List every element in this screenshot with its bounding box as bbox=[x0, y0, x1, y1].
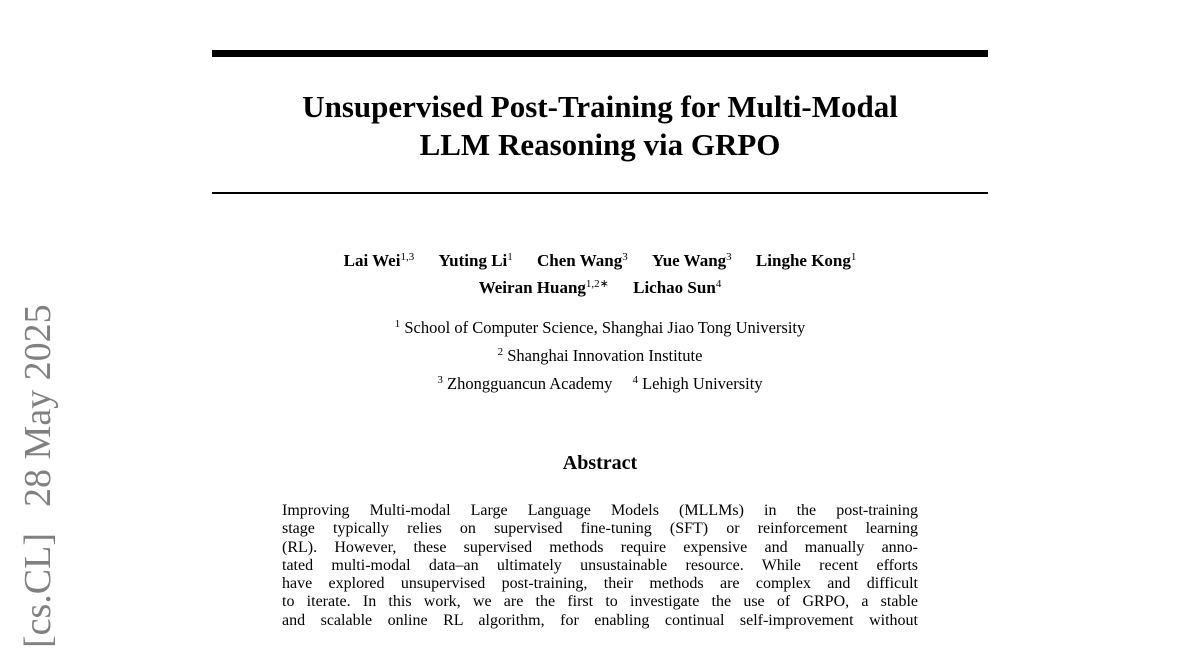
abstract-body bbox=[282, 502, 918, 630]
title-line-1: Unsupervised Post-Training for Multi-Modal bbox=[302, 89, 898, 124]
arxiv-sidebar-stamp bbox=[6, 288, 70, 648]
author-affil-marker: 4 bbox=[715, 278, 722, 290]
author-affil-marker: 1,2∗ bbox=[585, 278, 609, 290]
author-affil-marker: 1 bbox=[507, 251, 513, 263]
abstract-heading: Abstract bbox=[562, 452, 638, 474]
title-bottom-rule bbox=[212, 192, 988, 194]
abstract-line: tated multi-modal data–an ultimately unsustainable resource. While recent efforts bbox=[282, 556, 918, 574]
affiliation: $^4$ Lehigh University bbox=[632, 374, 763, 393]
author-line-2 bbox=[212, 274, 988, 301]
author: Lichao Sun$^4$ bbox=[633, 278, 722, 297]
affiliation-line-combined bbox=[212, 370, 988, 398]
abstract-line: Improving Multi-modal Large Language Models (MLLMs) in the post-training bbox=[282, 502, 918, 519]
author-line-1 bbox=[212, 247, 988, 274]
arxiv-category: [cs.CL] bbox=[17, 532, 59, 648]
affiliation: $^1$ School of Computer Science, Shanghai Jiao Tong University bbox=[394, 318, 806, 337]
author-affil-marker: 1,3 bbox=[400, 251, 415, 263]
arxiv-date: 28 May 2025 bbox=[17, 304, 59, 507]
affiliation: $^2$ Shanghai Innovation Institute bbox=[497, 346, 703, 365]
abstract-line: stage typically relies on supervised fine-tuning (SFT) or reinforcement learning bbox=[282, 520, 918, 538]
author: Weiran Huang$^{1,2∗}$ bbox=[478, 278, 609, 297]
author-affil-marker: 1 bbox=[850, 251, 857, 263]
author: Linghe Kong$^1$ bbox=[755, 251, 857, 270]
abstract-line: to iterate. In this work, we are the first to investigate the use of GRPO, a stable bbox=[282, 593, 918, 611]
author-affil-marker: 3 bbox=[726, 251, 732, 263]
author: Yuting Li$^1$ bbox=[438, 251, 513, 270]
author-list bbox=[212, 247, 988, 301]
abstract-line: and scalable online RL algorithm, for enabling continual self-improvement without bbox=[282, 611, 918, 629]
abstract-line: (RL). However, these supervised methods require expensive and manually anno- bbox=[282, 538, 918, 556]
paper-title bbox=[212, 88, 988, 164]
affiliation-list bbox=[212, 314, 988, 398]
title-top-rule bbox=[212, 50, 988, 57]
author: Chen Wang$^3$ bbox=[537, 251, 628, 270]
author-affil-marker: 3 bbox=[622, 251, 628, 263]
author: Lai Wei$^{1,3}$ bbox=[343, 251, 415, 270]
abstract-line: have explored unsupervised post-training, their methods are complex and difficult bbox=[282, 575, 918, 593]
affiliation: $^3$ Zhongguancun Academy bbox=[437, 374, 613, 393]
author: Yue Wang$^3$ bbox=[651, 251, 732, 270]
title-line-2: LLM Reasoning via GRPO bbox=[419, 127, 781, 162]
